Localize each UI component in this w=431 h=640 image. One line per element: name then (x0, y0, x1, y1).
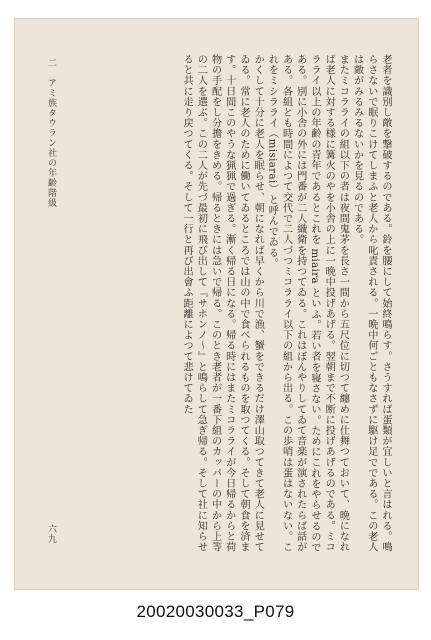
paragraph-2: またミコラライの組以下の者は夜間鬼茅を長さ一間から五尺位に切つて纏めに仕舞つておいて、晩になれば老人に対する様に篝火のやを小舎の上に一晩中投げあげる。翌朝まで不断に投げあげるのである。ミコラライ以上の年齢の青年であるとこれを miaira といふ。若い者を寝さない。ためにこれをやらせるのである。別に小舎の外には門番が二人織衛を持つてゐる。これはぼんやりしてゐて音楽が演されたらば話がある。各組とも時間によつて交代で二人づつミコラライ以下の組から出る。この歩哨は蛋はないない。これをミシラライ（misiarai）と呼んでゐる。 (266, 54, 349, 553)
paragraph-1: 老者を識別し敵を撃破するのである。鈴を腰にして始終鳴らす。さうすれば蛋類が宜しいと言はれる。鳴らさないで眠りこけてしまふと老人から叱責される。一晩中何ごともなさずに駆け足でである。この老人は敵がみるみるないかを見るのである。 (351, 54, 391, 553)
running-head: 二 アミ族タウラン社の年齢階級 (46, 58, 56, 208)
book-page (14, 18, 419, 590)
vertical-text-body (62, 54, 392, 554)
page-number: 六九 (46, 524, 56, 544)
image-caption: 20020030033_P079 (136, 602, 295, 621)
paragraph-3: かくして十分に老人を眠らせ、朝になれば早くから川で漁、蟹をできるだけ澤山取つてきて老人に見せてゐる。常に老人のために働いてゐるところでは山の中で食べられるものを取つてくる。そして朝食を済ます。十日間このやうな猟猟で過ぎる。漸く帰る日になる。帰る時にはまたミコラライが今日帰るからと荷物の手配をし分擔をきめる。帰るときには急いで帰る。このとき老者が一番下組のカッパーの中から上等の二人を選ぶ。この二人が先づ最初に飛び出して『サホンノ～』と鳴らして急ぎ帰る。そして社に知らせると共に走り戻つてくる。そして一行と再び出會ふ距離によつて悲けてゐた (181, 54, 264, 553)
